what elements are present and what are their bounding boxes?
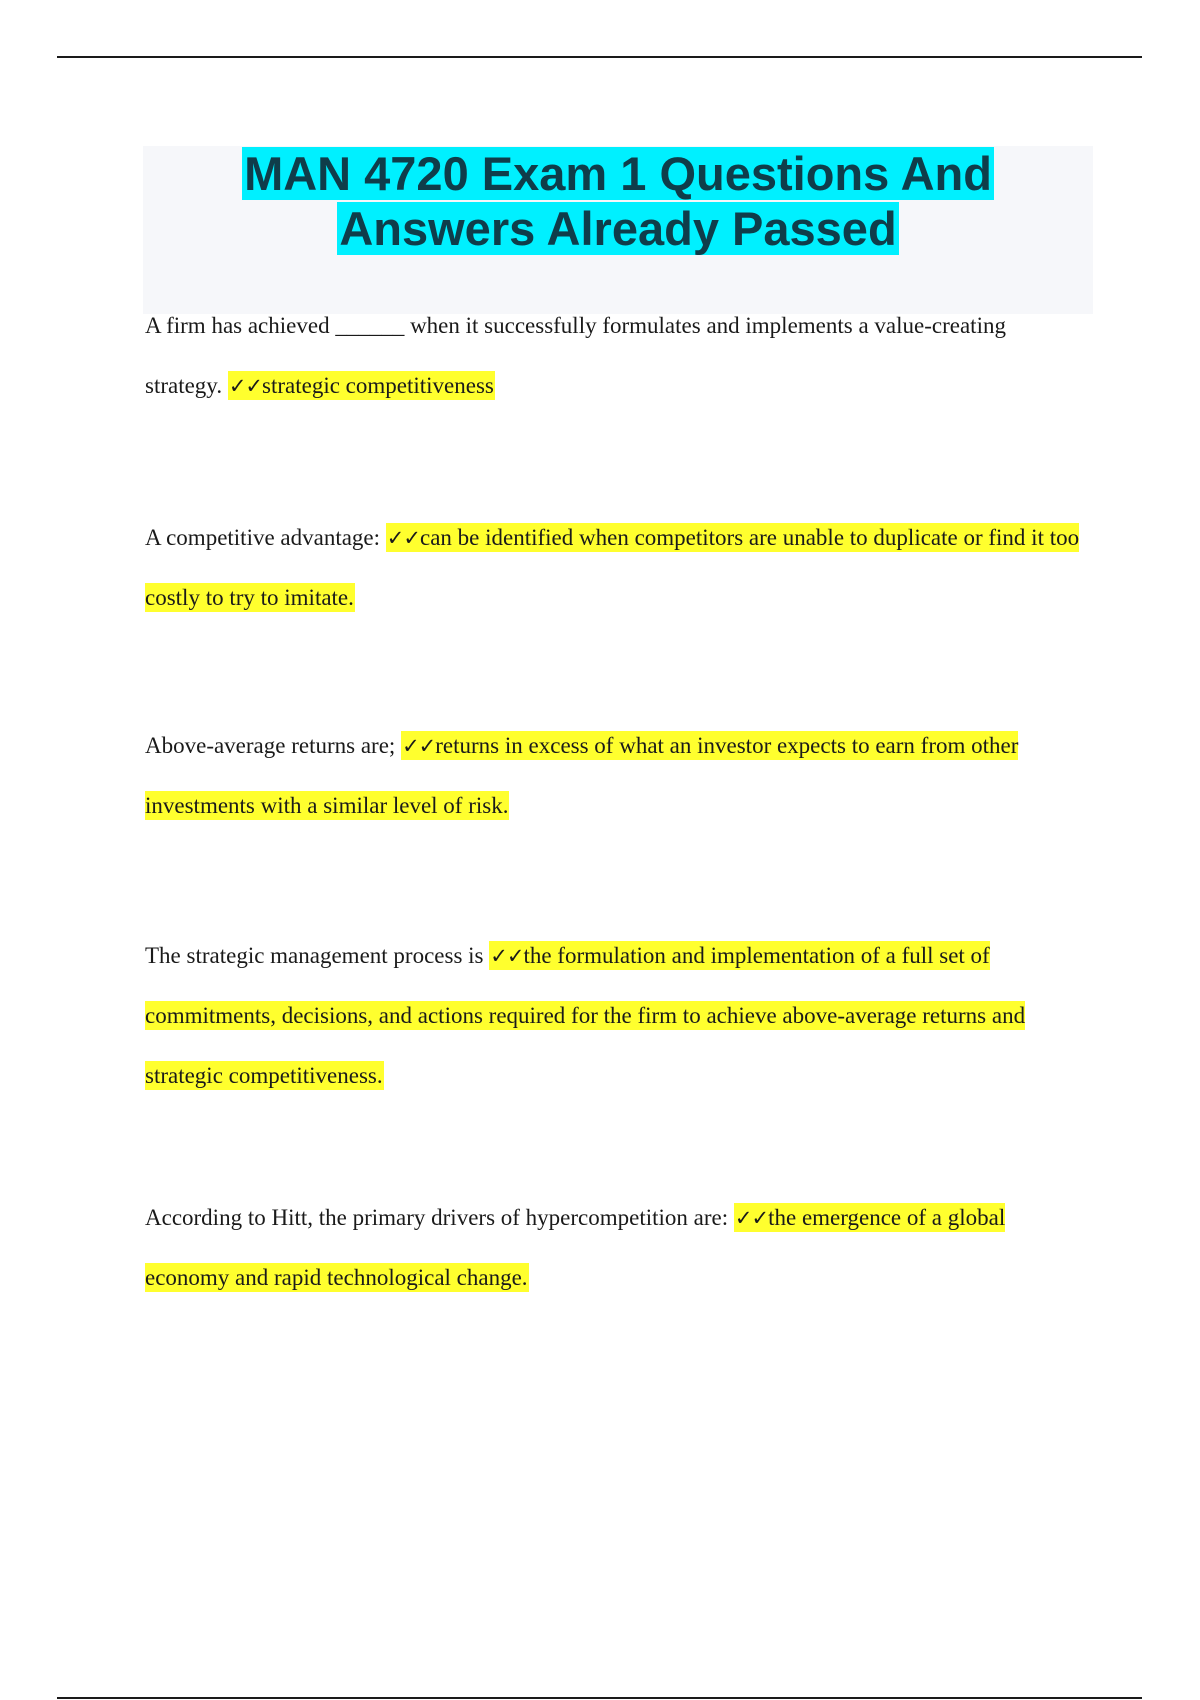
title-line-1: MAN 4720 Exam 1 Questions And (244, 147, 992, 200)
answer-text: the formulation and implementation of a full set of commitments, decisions, and actions required for the firm to achieve above-average returns and strategic competitiveness. (145, 943, 1026, 1088)
question-text: Above-average returns are; (145, 733, 402, 758)
answer-text: returns in excess of what an investor expects to earn from other investments with a similar level of risk. (145, 733, 1019, 818)
qa-item (145, 296, 1085, 416)
answer-text: strategic competitiveness (262, 373, 494, 398)
title-line-2: Answers Already Passed (339, 202, 897, 255)
qa-item (145, 508, 1085, 628)
qa-item (145, 716, 1085, 836)
double-check-icon: ✓✓ (386, 526, 420, 550)
qa-item (145, 926, 1085, 1106)
answer-highlight (228, 371, 495, 400)
question-text: A firm has achieved ______ when it successfully formulates and implements a value-creating strategy. (145, 313, 1006, 398)
top-rule (57, 56, 1142, 58)
question-text: A competitive advantage: (145, 525, 386, 550)
bottom-rule (57, 1697, 1142, 1699)
answer-text: the emergence of a global economy and rapid technological change. (145, 1205, 1006, 1290)
question-text: According to Hitt, the primary drivers of hypercompetition are: (145, 1205, 734, 1230)
question-text: The strategic management process is (145, 943, 490, 968)
page-title (143, 146, 1093, 256)
double-check-icon: ✓✓ (402, 734, 436, 758)
title-block (143, 146, 1093, 314)
qa-item (145, 1188, 1085, 1308)
double-check-icon: ✓✓ (490, 944, 524, 968)
answer-text: can be identified when competitors are unable to duplicate or find it too costly to try to imitate. (145, 525, 1080, 610)
double-check-icon: ✓✓ (228, 374, 263, 398)
double-check-icon: ✓✓ (734, 1206, 769, 1230)
